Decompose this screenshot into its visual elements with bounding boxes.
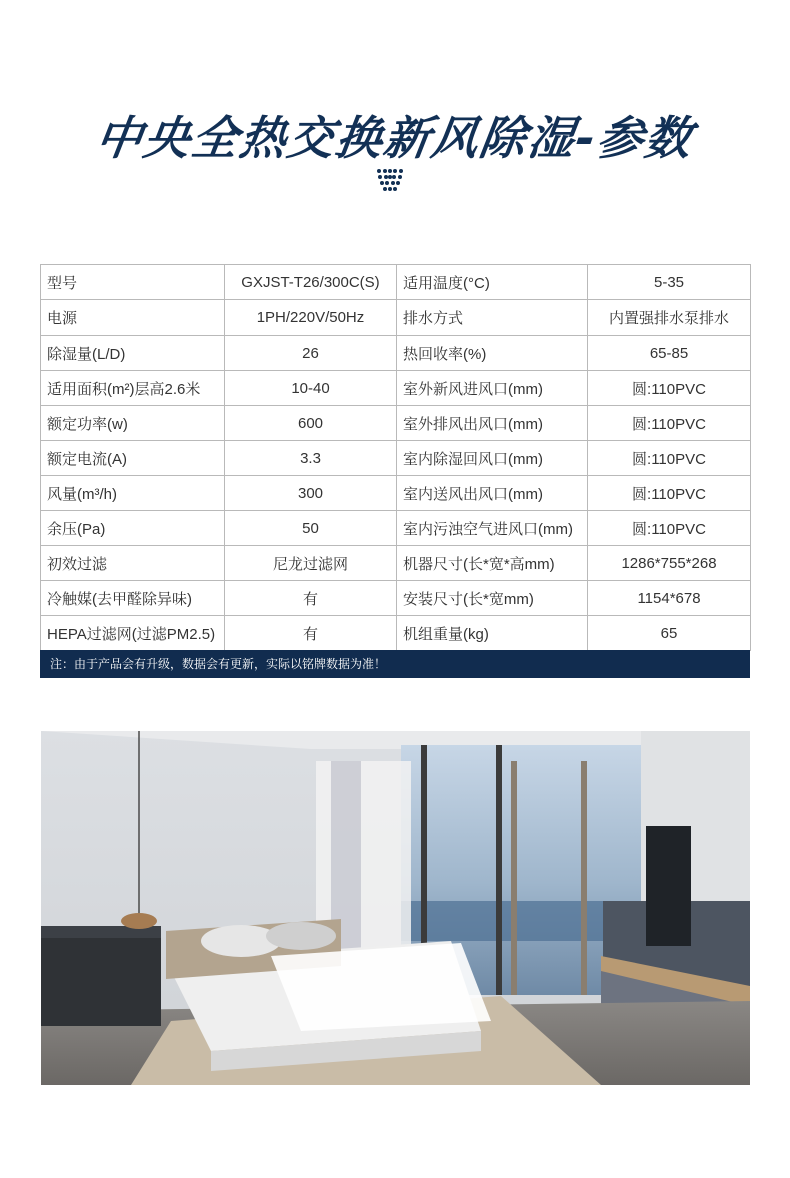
spec-label: 室外排风出风口(mm): [397, 406, 588, 441]
spec-row: [41, 546, 751, 581]
spec-value: 65: [588, 616, 751, 651]
spec-row: [41, 300, 751, 336]
spec-value: 65-85: [588, 336, 751, 371]
brand-dot-logo-icon: [376, 168, 404, 194]
spec-value: 5-35: [588, 265, 751, 300]
spec-label: 额定电流(A): [41, 441, 225, 476]
spec-label: 适用面积(m²)层高2.6米: [41, 371, 225, 406]
spec-value: 300: [225, 476, 397, 511]
spec-label: 冷触媒(去甲醛除异味): [41, 581, 225, 616]
spec-value: 圆:110PVC: [588, 476, 751, 511]
spec-label: 安装尺寸(长*宽mm): [397, 581, 588, 616]
spec-label: 室外新风进风口(mm): [397, 371, 588, 406]
spec-label: 排水方式: [397, 300, 588, 336]
spec-row: [41, 476, 751, 511]
spec-value: 1286*755*268: [588, 546, 751, 581]
spec-label: 室内污浊空气进风口(mm): [397, 511, 588, 546]
spec-value: 1154*678: [588, 581, 751, 616]
spec-table: [40, 264, 751, 651]
spec-row: [41, 336, 751, 371]
spec-label: 适用温度(°C): [397, 265, 588, 300]
spec-value: 有: [225, 581, 397, 616]
spec-label: 额定功率(w): [41, 406, 225, 441]
spec-row: [41, 616, 751, 651]
disclaimer-note: 注：由于产品会有升级，数据会有更新，实际以铭牌数据为准！: [40, 650, 750, 678]
spec-label: 除湿量(L/D): [41, 336, 225, 371]
spec-value: 内置强排水泵排水: [588, 300, 751, 336]
spec-row: [41, 511, 751, 546]
spec-label: 余压(Pa): [41, 511, 225, 546]
spec-value: 50: [225, 511, 397, 546]
spec-label: 室内除湿回风口(mm): [397, 441, 588, 476]
bedroom-illustration: [41, 731, 750, 1085]
spec-row: [41, 406, 751, 441]
spec-row: [41, 441, 751, 476]
spec-label: 初效过滤: [41, 546, 225, 581]
spec-value: 有: [225, 616, 397, 651]
spec-value: 26: [225, 336, 397, 371]
spec-row: [41, 265, 751, 300]
spec-label: 电源: [41, 300, 225, 336]
spec-value: 600: [225, 406, 397, 441]
spec-label: 室内送风出风口(mm): [397, 476, 588, 511]
spec-value: 圆:110PVC: [588, 511, 751, 546]
bedroom-photo: [41, 731, 750, 1085]
spec-value: GXJST-T26/300C(S): [225, 265, 397, 300]
spec-value: 尼龙过滤网: [225, 546, 397, 581]
spec-label: 机器尺寸(长*宽*高mm): [397, 546, 588, 581]
spec-label: HEPA过滤网(过滤PM2.5): [41, 616, 225, 651]
spec-value: 1PH/220V/50Hz: [225, 300, 397, 336]
spec-value: 10-40: [225, 371, 397, 406]
spec-value: 圆:110PVC: [588, 441, 751, 476]
spec-label: 机组重量(kg): [397, 616, 588, 651]
spec-row: [41, 581, 751, 616]
page-title: 中央全热交换新风除湿-参数: [92, 111, 697, 165]
spec-value: 3.3: [225, 441, 397, 476]
spec-value: 圆:110PVC: [588, 371, 751, 406]
spec-label: 型号: [41, 265, 225, 300]
spec-label: 风量(m³/h): [41, 476, 225, 511]
spec-row: [41, 371, 751, 406]
spec-label: 热回收率(%): [397, 336, 588, 371]
spec-value: 圆:110PVC: [588, 406, 751, 441]
